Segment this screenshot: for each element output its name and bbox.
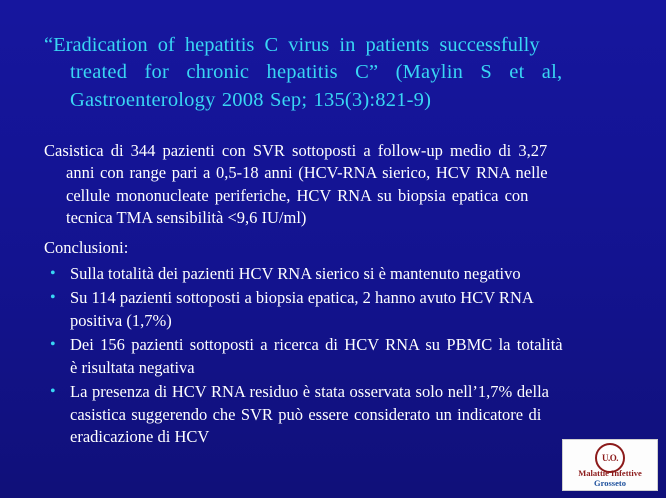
- title-line-2: treated for chronic hepatitis C” (Maylin S et al,: [70, 61, 563, 84]
- paragraph-line-4: tecnica TMA sensibilità <9,6 IU/ml): [66, 208, 307, 228]
- list-item-text: [70, 263, 632, 285]
- title-line-3: Gastroenterology 2008 Sep; 135(3):821-9): [70, 88, 432, 111]
- slide-body: [44, 140, 632, 449]
- bullet-icon: •: [50, 264, 56, 282]
- list-item-line: è risultata negativa: [70, 357, 195, 377]
- list-item: [44, 287, 632, 332]
- paragraph-line-2: anni con range pari a 0,5-18 anni (HCV-RNA sierico, HCV RNA nelle: [66, 163, 548, 183]
- conclusions-heading: Conclusioni:: [44, 237, 129, 257]
- paragraph-line-3: cellule mononucleate periferiche, HCV RNA su biopsia epatica con: [66, 185, 529, 205]
- list-item-line: casistica suggerendo che SVR può essere considerato un indicatore di: [70, 404, 542, 424]
- list-item-text: [70, 381, 632, 448]
- list-item-line: Dei 156 pazienti sottoposti a ricerca di HCV RNA su PBMC la totalità: [70, 335, 563, 355]
- paragraph-line-1: Casistica di 344 pazienti con SVR sottoposti a follow-up medio di 3,27: [44, 140, 548, 160]
- logo-emblem-icon: U.O.: [595, 443, 625, 473]
- list-item: [44, 334, 632, 379]
- bullet-icon: •: [50, 289, 56, 307]
- bullet-icon: •: [50, 383, 56, 401]
- list-item-line: positiva (1,7%): [70, 310, 172, 330]
- bullet-icon: •: [50, 336, 56, 354]
- logo-line-2: Grosseto: [594, 478, 626, 488]
- list-item-line: Su 114 pazienti sottoposti a biopsia epatica, 2 hanno avuto HCV RNA: [70, 288, 534, 308]
- list-item-line: Sulla totalità dei pazienti HCV RNA sierico si è mantenuto negativo: [70, 263, 521, 283]
- list-item-text: [70, 287, 632, 332]
- list-item-text: [70, 334, 632, 379]
- list-item: [44, 381, 632, 448]
- conclusions-list: [44, 263, 632, 449]
- logo-line-1: Malattie Infettive: [578, 468, 642, 478]
- list-item-line: eradicazione di HCV: [70, 427, 210, 446]
- title-line-1: “Eradication of hepatitis C virus in patients successfully: [44, 34, 540, 56]
- list-item: [44, 263, 632, 285]
- study-summary-paragraph: [44, 140, 610, 230]
- slide-title: [44, 32, 606, 114]
- list-item-line: La presenza di HCV RNA residuo è stata osservata solo nell’1,7% della: [70, 382, 549, 402]
- organization-logo: [562, 439, 658, 491]
